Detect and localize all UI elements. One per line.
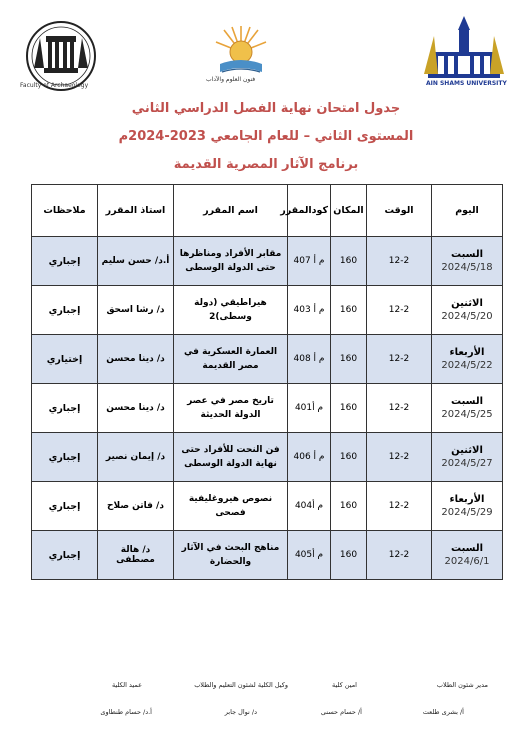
day-name: الاثنين — [451, 445, 483, 456]
place-cell: 160 — [331, 384, 367, 433]
exam-date: 2024/5/20 — [441, 311, 493, 322]
time-cell: 12-2 — [367, 286, 432, 335]
course-cell: هيراطيقي (دولة وسطى)2 — [174, 286, 288, 335]
day-name: السبت — [450, 249, 484, 260]
signature-title-student-affairs: مدير شئون الطلاب — [436, 681, 488, 689]
faculty-logo-caption: Faculty of Archaeology — [20, 82, 89, 89]
place-cell: 160 — [331, 433, 367, 482]
course-cell: العمارة العسكرية في مصر القديمة — [174, 335, 288, 384]
code-cell: م أ 407 — [288, 237, 331, 286]
exam-date: 2024/5/22 — [441, 360, 493, 371]
course-cell: تاريخ مصر في عصر الدولة الحديثة — [174, 384, 288, 433]
day-cell — [432, 482, 503, 531]
course-cell: مناهج البحث في الآثار والحضارة — [174, 531, 288, 580]
day-cell — [432, 384, 503, 433]
signature-title-dean: عميد الكلية — [111, 681, 142, 689]
program-title: برنامج الآثار المصرية القديمة — [173, 157, 359, 172]
note-cell: إختياري — [32, 335, 98, 384]
time-cell: 12-2 — [367, 433, 432, 482]
header-place: المكان — [331, 185, 367, 237]
university-logo-caption: AIN SHAMS UNIVERSITY — [426, 80, 507, 87]
arts-logo-caption: فنون العلوم والآداب — [206, 76, 256, 83]
place-cell: 160 — [331, 237, 367, 286]
prof-cell: د/ دينا محسن — [98, 384, 174, 433]
prof-cell: د/ فاتن صلاح — [98, 482, 174, 531]
arts-sciences-logo-icon — [212, 22, 270, 84]
signature-title-secretary: امين كلية — [332, 681, 357, 689]
day-name: السبت — [450, 543, 484, 554]
place-cell: 160 — [331, 335, 367, 384]
signature-name-dean: أ.د/ حسام طنطاوى — [100, 708, 152, 716]
time-cell: 12-2 — [367, 482, 432, 531]
prof-cell: أ.د/ حسن سليم — [98, 237, 174, 286]
exam-date: 2024/5/29 — [441, 507, 493, 518]
table-row — [32, 482, 503, 531]
header-prof: استاذ المقرر — [98, 185, 174, 237]
table-row — [32, 384, 503, 433]
course-cell: مقابر الأفراد ومناظرها حتى الدولة الوسطى — [174, 237, 288, 286]
code-cell: م أ405 — [288, 531, 331, 580]
day-cell — [432, 237, 503, 286]
signature-name-secretary: أ/ حسام حسنى — [320, 708, 362, 716]
note-cell: إجباري — [32, 433, 98, 482]
prof-cell: د/ هالة مصطفى — [98, 531, 174, 580]
code-cell: م أ401 — [288, 384, 331, 433]
header-day: اليوم — [432, 185, 503, 237]
exam-date: 2024/6/1 — [444, 556, 490, 567]
code-cell: م أ 406 — [288, 433, 331, 482]
note-cell: إجباري — [32, 286, 98, 335]
day-cell — [432, 531, 503, 580]
place-cell: 160 — [331, 482, 367, 531]
prof-cell: د/ رشا اسحق — [98, 286, 174, 335]
day-name: الاثنين — [451, 298, 483, 309]
header-time: الوقت — [367, 185, 432, 237]
table-row — [32, 433, 503, 482]
exam-schedule-table — [31, 184, 503, 580]
note-cell: إجباري — [32, 531, 98, 580]
exam-date: 2024/5/18 — [441, 262, 493, 273]
exam-date: 2024/5/27 — [441, 458, 493, 469]
code-cell: م أ404 — [288, 482, 331, 531]
time-cell: 12-2 — [367, 531, 432, 580]
time-cell: 12-2 — [367, 237, 432, 286]
course-cell: فن النحت للأفراد حتى نهاية الدولة الوسطى — [174, 433, 288, 482]
table-header-row — [32, 185, 503, 237]
place-cell: 160 — [331, 286, 367, 335]
course-cell: نصوص هيروغليفية فصحى — [174, 482, 288, 531]
signature-name-student-affairs: أ/ بشرى طلعت — [422, 708, 464, 716]
header-notes: ملاحظات — [32, 185, 98, 237]
day-name: السبت — [450, 396, 484, 407]
day-name: الأربعاء — [449, 494, 485, 505]
prof-cell: د/ إيمان نصير — [98, 433, 174, 482]
time-cell: 12-2 — [367, 335, 432, 384]
table-row — [32, 237, 503, 286]
prof-cell: د/ دينا محسن — [98, 335, 174, 384]
time-cell: 12-2 — [367, 384, 432, 433]
code-cell: م أ 403 — [288, 286, 331, 335]
day-cell — [432, 286, 503, 335]
day-cell — [432, 335, 503, 384]
note-cell: إجباري — [32, 482, 98, 531]
exam-date: 2024/5/25 — [441, 409, 493, 420]
table-row — [32, 531, 503, 580]
header-course: اسم المقرر — [174, 185, 288, 237]
level-and-year-title: المستوى الثاني – للعام الجامعي 2023-2024م — [118, 129, 414, 144]
schedule-title: جدول امتحان نهاية الفصل الدراسي الثاني — [131, 101, 401, 116]
day-cell — [432, 433, 503, 482]
code-cell: م أ 408 — [288, 335, 331, 384]
signature-title-vice-dean: وكيل الكلية لشئون التعليم والطلاب — [194, 681, 288, 689]
table-row — [32, 286, 503, 335]
signature-name-vice-dean: د/ نوال جابر — [224, 708, 257, 716]
day-name: الأربعاء — [449, 347, 485, 358]
note-cell: إجباري — [32, 384, 98, 433]
note-cell: إجباري — [32, 237, 98, 286]
header-code: كودالمقرر — [288, 185, 331, 237]
table-row — [32, 335, 503, 384]
place-cell: 160 — [331, 531, 367, 580]
